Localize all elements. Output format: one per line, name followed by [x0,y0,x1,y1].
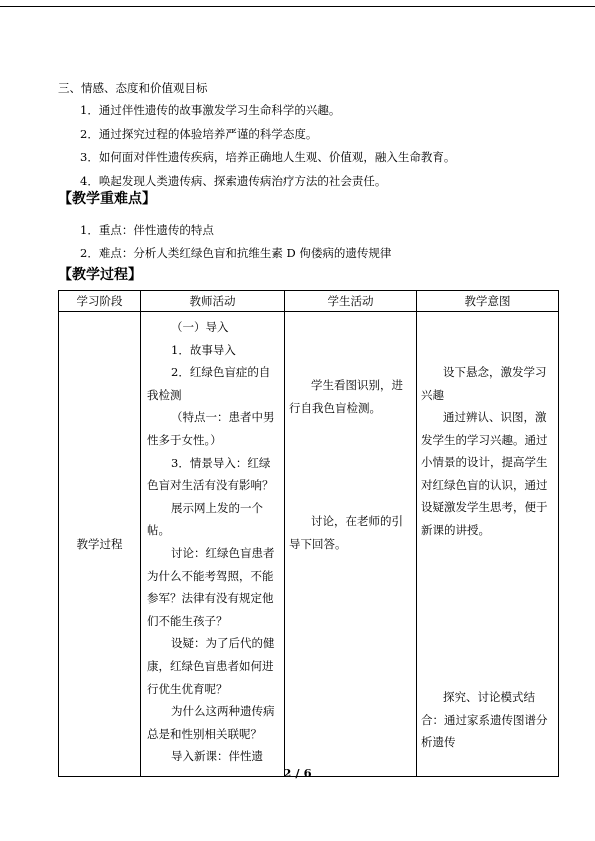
goal-item: 3．如何面对伴性遗传疾病，培养正确地人生观、价值观，融入生命教育。 [80,150,456,164]
section-title: 三、情感、态度和价值观目标 [58,81,208,95]
key-point-item: 1．重点：伴性遗传的特点 [80,223,214,237]
goals-list [80,102,455,196]
column-header-intent: 教学意图 [417,291,559,312]
teacher-line: （一）导入 [171,320,229,334]
column-header-stage: 学习阶段 [59,291,141,312]
student-activity-text: 讨论，在老师的引导下回答。 [289,514,403,551]
teacher-line: 们不能生孩子？ [147,613,228,628]
teacher-line: 展示网上发的一个 [171,500,263,515]
intent-text: 通过辨认、识图，激发学生的学习兴趣。通过小情景的设计，提高学生对红绿色盲的认识，通过设疑激发学生思考，便于新课的讲授。 [421,410,548,537]
teacher-line: 我检测 [147,387,182,402]
teacher-line: 2．红绿色盲症的自 [171,365,271,380]
teacher-line: 参军？法律有没有规定他 [147,591,274,606]
teacher-line: 为什么这两种遗传病 [171,704,275,719]
goal-item: 2．通过探究过程的体验培养严谨的科学态度。 [80,126,318,141]
table-header-row [59,291,559,312]
teacher-line: 3．情景导入：红绿 [171,455,271,470]
teacher-line: 性多于女性。） [147,432,222,447]
key-points-list [80,222,391,268]
teacher-line: 色盲对生活有没有影响？ [147,478,274,493]
goal-item: 1．通过伴性遗传的故事激发学习生命科学的兴趣。 [80,103,341,117]
student-activity-text: 学生看图识别，进行自我色盲检测。 [289,378,403,415]
intent-text: 探究、讨论模式结合：通过家系遗传图谱分析遗传 [421,690,548,750]
teacher-line: 康，红绿色盲患者如何进 [147,658,274,673]
student-activity-cell [285,312,417,777]
intent-cell [417,312,559,777]
page-number: 2 / 6 [283,766,312,780]
teacher-line: 行优生优育呢？ [147,681,228,696]
teacher-line: 为什么不能考驾照，不能 [147,568,274,583]
process-heading: 【教学过程】 [58,267,142,283]
key-points-heading: 【教学重难点】 [58,191,156,207]
table-row [59,312,559,777]
teacher-line: 总是和性别相关联呢？ [147,726,262,741]
teacher-line: 导入新课：伴性遗 [171,749,263,764]
column-header-student: 学生活动 [285,291,417,312]
intent-text: 设下悬念，激发学习兴趣 [421,365,547,402]
key-point-item: 2．难点：分析人类红绿色盲和抗维生素 D 佝偻病的遗传规律 [80,246,392,260]
process-table [58,290,559,777]
teacher-line: 讨论：红绿色盲患者 [171,545,275,560]
teacher-line: （特点一：患者中男 [171,410,275,425]
stage-cell: 教学过程 [59,312,141,777]
teacher-line: 设疑：为了后代的健 [171,636,275,651]
teacher-activity-cell [141,312,285,777]
teacher-line: 帖。 [147,523,170,538]
header-rule [0,6,595,7]
teacher-line: 1．故事导入 [171,342,236,357]
goal-item: 4．唤起发现人类遗传病、探索遗传病治疗方法的社会责任。 [80,173,387,188]
column-header-teacher: 教师活动 [141,291,285,312]
